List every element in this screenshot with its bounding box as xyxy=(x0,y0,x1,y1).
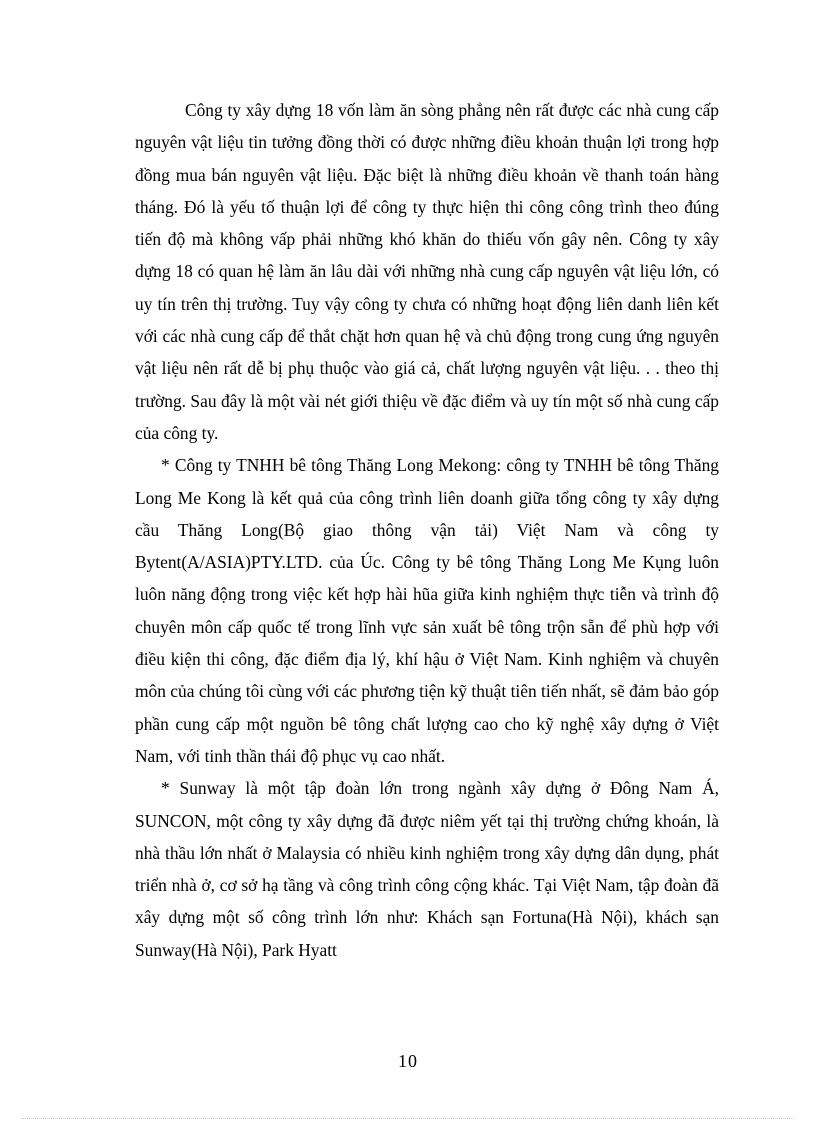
paragraph-thang-long-mekong: * Công ty TNHH bê tông Thăng Long Mekong: công ty TNHH bê tông Thăng Long Me Kong là kết quả của công trình liên doanh giữa tổng công ty xây dựng cầu Thăng Long(Bộ giao thông vận tải) Việt Nam và công ty Bytent(A/ASIA)PTY.LTD. của Úc. Công ty bê tông Thăng Long Me Kụng luôn luôn năng động trong việc kết hợp hài hũa giữa kinh nghiệm thực tiễn và trình độ chuyên môn cấp quốc tế trong lĩnh vực sản xuất bê tông trộn sẵn để phù hợp với điều kiện thi công, đặc điểm địa lý, khí hậu ở Việt Nam. Kinh nghiệm và chuyên môn của chúng tôi cùng với các phương tiện kỹ thuật tiên tiến nhất, sẽ đảm bảo góp phần cung cấp một nguồn bê tông chất lượng cao cho kỹ nghệ xây dựng ở Việt Nam, với tinh thần thái độ phục vụ cao nhất. xyxy=(135,455,719,766)
body-text xyxy=(135,94,719,966)
page-number: 10 xyxy=(398,1051,418,1071)
page-bottom-divider xyxy=(22,1118,794,1119)
paragraph-sunway: * Sunway là một tập đoàn lớn trong ngành xây dựng ở Đông Nam Á, SUNCON, một công ty xây dựng đã được niêm yết tại thị trường chứng khoán, là nhà thầu lớn nhất ở Malaysia có nhiều kinh nghiệm trong xây dựng dân dụng, phát triển nhà ở, cơ sở hạ tầng và công trình công cộng khác. Tại Việt Nam, tập đoàn đã xây dựng một số công trình lớn như: Khách sạn Fortuna(Hà Nội), khách sạn Sunway(Hà Nội), Park Hyatt xyxy=(135,778,719,960)
paragraph-suppliers-intro: Công ty xây dựng 18 vốn làm ăn sòng phẳng nên rất được các nhà cung cấp nguyên vật liệu tin tưởng đồng thời có được những điều khoản thuận lợi trong hợp đồng mua bán nguyên vật liệu. Đặc biệt là những điều khoản về thanh toán hàng tháng. Đó là yếu tố thuận lợi để công ty thực hiện thi công công trình theo đúng tiến độ mà không vấp phải những khó khăn do thiếu vốn gây nên. Công ty xây dựng 18 có quan hệ làm ăn lâu dài với những nhà cung cấp nguyên vật liệu lớn, có uy tín trên thị trường. Tuy vậy công ty chưa có những hoạt động liên danh liên kết với các nhà cung cấp để thắt chặt hơn quan hệ và chủ động trong cung ứng nguyên vật liệu nên rất dễ bị phụ thuộc vào giá cả, chất lượng nguyên vật liệu. . . theo thị trường. Sau đây là một vài nét giới thiệu về đặc điểm và uy tín một số nhà cung cấp của công ty. xyxy=(135,100,719,443)
